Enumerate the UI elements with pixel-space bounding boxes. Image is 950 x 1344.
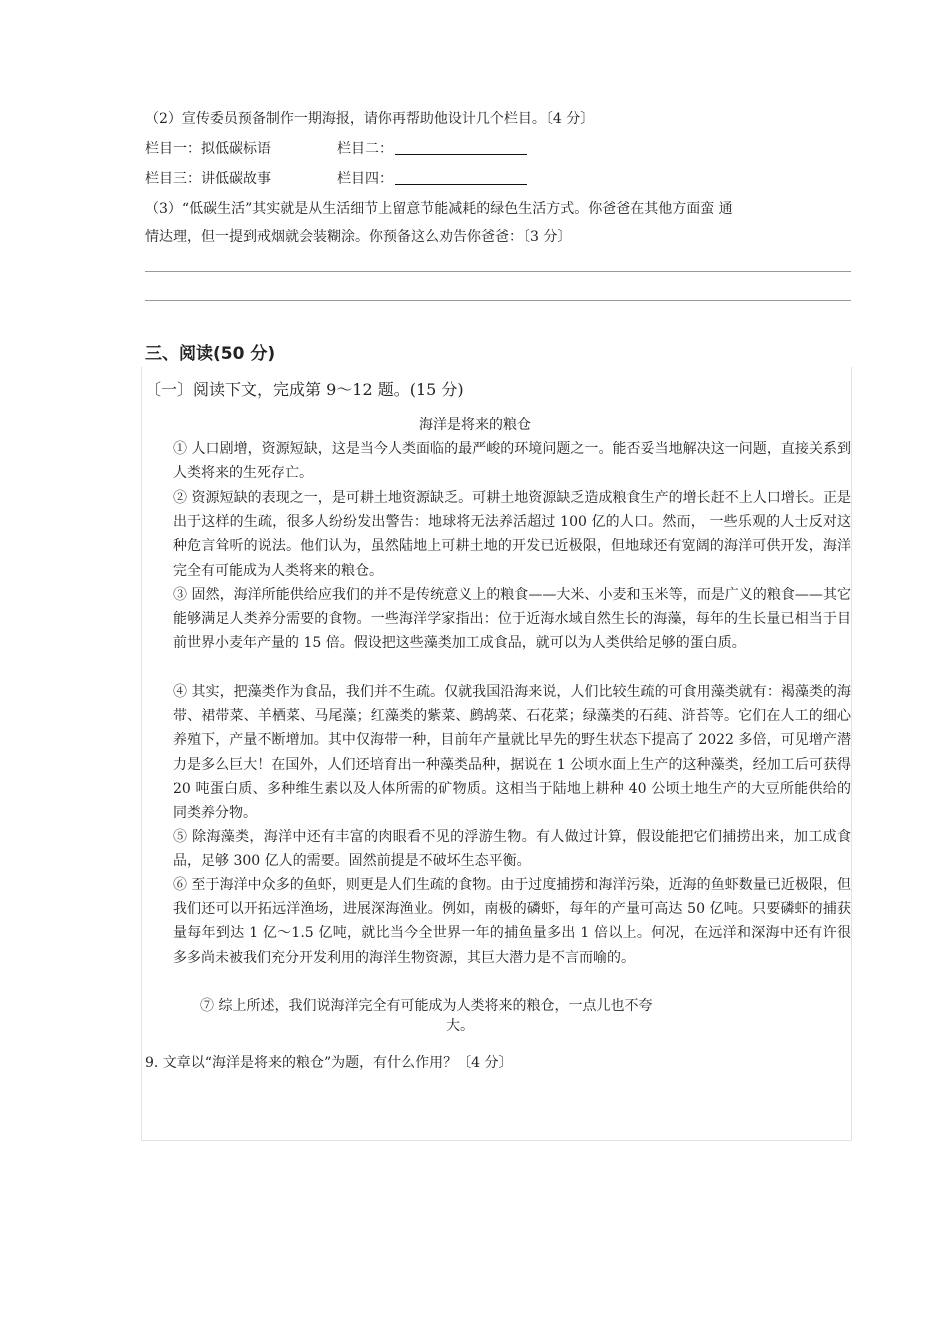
paragraph-5: ⑤ 除海藻类，海洋中还有丰富的肉眼看不见的浮游生物。有人做过计算，假设能把它们捕捞出来，加工成食品，足够 300 亿人的需要。固然前提是不破坏生态平衡。 [173,829,851,870]
part-heading: 〔一〕阅读下文，完成第 9～12 题。(15 分) [145,380,464,399]
column-4-label: 栏目四： [337,171,393,187]
question-9: 9. 文章以“海洋是将来的粮仓”为题，有什么作用？〔4 分〕 [145,1055,513,1071]
paragraph-7-line-2: 大。 [446,1018,474,1034]
paragraph-2: ② 资源短缺的表现之一，是可耕土地资源缺乏。可耕土地资源缺乏造成粮食生产的增长赶不上人口增长。正是出于这样的生疏，很多人纷纷发出警告：地球将无法养活超过 100 亿的人口。然而， 一些乐观的人士反对这种危言耸听的说法。他们认为，虽然陆地上可耕土地的开发已近极限，但地球还有宽阔的海洋可供开发，海洋完全有可能成为人类将来的粮仓。 [173,490,851,579]
answer-line-2[interactable] [145,300,851,301]
paragraph-7-line-1: ⑦ 综上所述，我们说海洋完全有可能成为人类将来的粮仓，一点儿也不夸 [200,998,653,1014]
q2-prompt: （2）宣传委员预备制作一期海报，请你再帮助他设计几个栏目。〔4 分〕 [145,111,595,127]
column-2-row [337,139,527,159]
paragraph-6: ⑥ 至于海洋中众多的鱼虾，则更是人们生疏的食物。由于过度捕捞和海洋污染，近海的鱼虾数量已近极限，但我们还可以开拓远洋渔场，进展深海渔业。例如，南极的磷虾，每年的产量可高达 50 亿吨。只要磷虾的捕获量每年到达 1 亿～1.5 亿吨，就比当今全世界一年的捕鱼量多出 1 倍以上。何况，在远洋和深海中还有许很多多尚未被我们充分开发利用的海洋生物资源，其巨大潜力是不言而喻的。 [173,877,851,966]
paragraph-1: ① 人口剧增，资源短缺，这是当今人类面临的最严峻的环境问题之一。能否妥当地解决这一问题，直接关系到人类将来的生死存亡。 [173,441,851,482]
column-4-blank[interactable] [395,170,527,185]
answer-line-1[interactable] [145,271,851,272]
q3-line-2: 情达理，但一提到戒烟就会装糊涂。你预备这么劝告你爸爸：〔3 分〕 [145,229,572,245]
paragraph-3: ③ 固然，海洋所能供给应我们的并不是传统意义上的粮食——大米、小麦和玉米等，而是广义的粮食——其它能够满足人类养分需要的食物。一些海洋学家指出：位于近海水域自然生长的海藻，每年的生长量已相当于目前世界小麦年产量的 15 倍。假设把这些藻类加工成食品，就可以为人类供给足够的蛋白质。 [173,587,851,652]
column-4-row [337,169,527,189]
q3-line-1: （3）“低碳生活”其实就是从生活细节上留意节能减耗的绿色生活方式。你爸爸在其他方面蛮 通 [145,201,733,217]
column-1-label: 栏目一：拟低碳标语 [145,141,271,157]
paragraph-4: ④ 其实，把藻类作为食品，我们并不生疏。仅就我国沿海来说，人们比较生疏的可食用藻类就有：褐藻类的海带、裙带菜、羊栖菜、马尾藻；红藻类的紫菜、鹧鸪菜、石花菜；绿藻类的石莼、浒苔等。它们在人工的细心养殖下，产量不断增加。其中仅海带一种，目前年产量就比早先的野生状态下提高了 2022 多倍，可见增产潜力是多么巨大！在国外，人们还培育出一种藻类品种，据说在 1 公顷水面上生产的这种藻类，经加工后可获得 20 吨蛋白质、多种维生素以及人体所需的矿物质。这相当于陆地上耕种 40 公顷土地生产的大豆所能供给的同类养分物。 [173,684,851,822]
column-2-blank[interactable] [395,140,527,155]
column-3-label: 栏目三：讲低碳故事 [145,171,271,187]
section-heading: 三、阅读(50 分) [145,344,276,364]
article-title: 海洋是将来的粮仓 [419,417,531,433]
column-2-label: 栏目二： [337,141,393,157]
